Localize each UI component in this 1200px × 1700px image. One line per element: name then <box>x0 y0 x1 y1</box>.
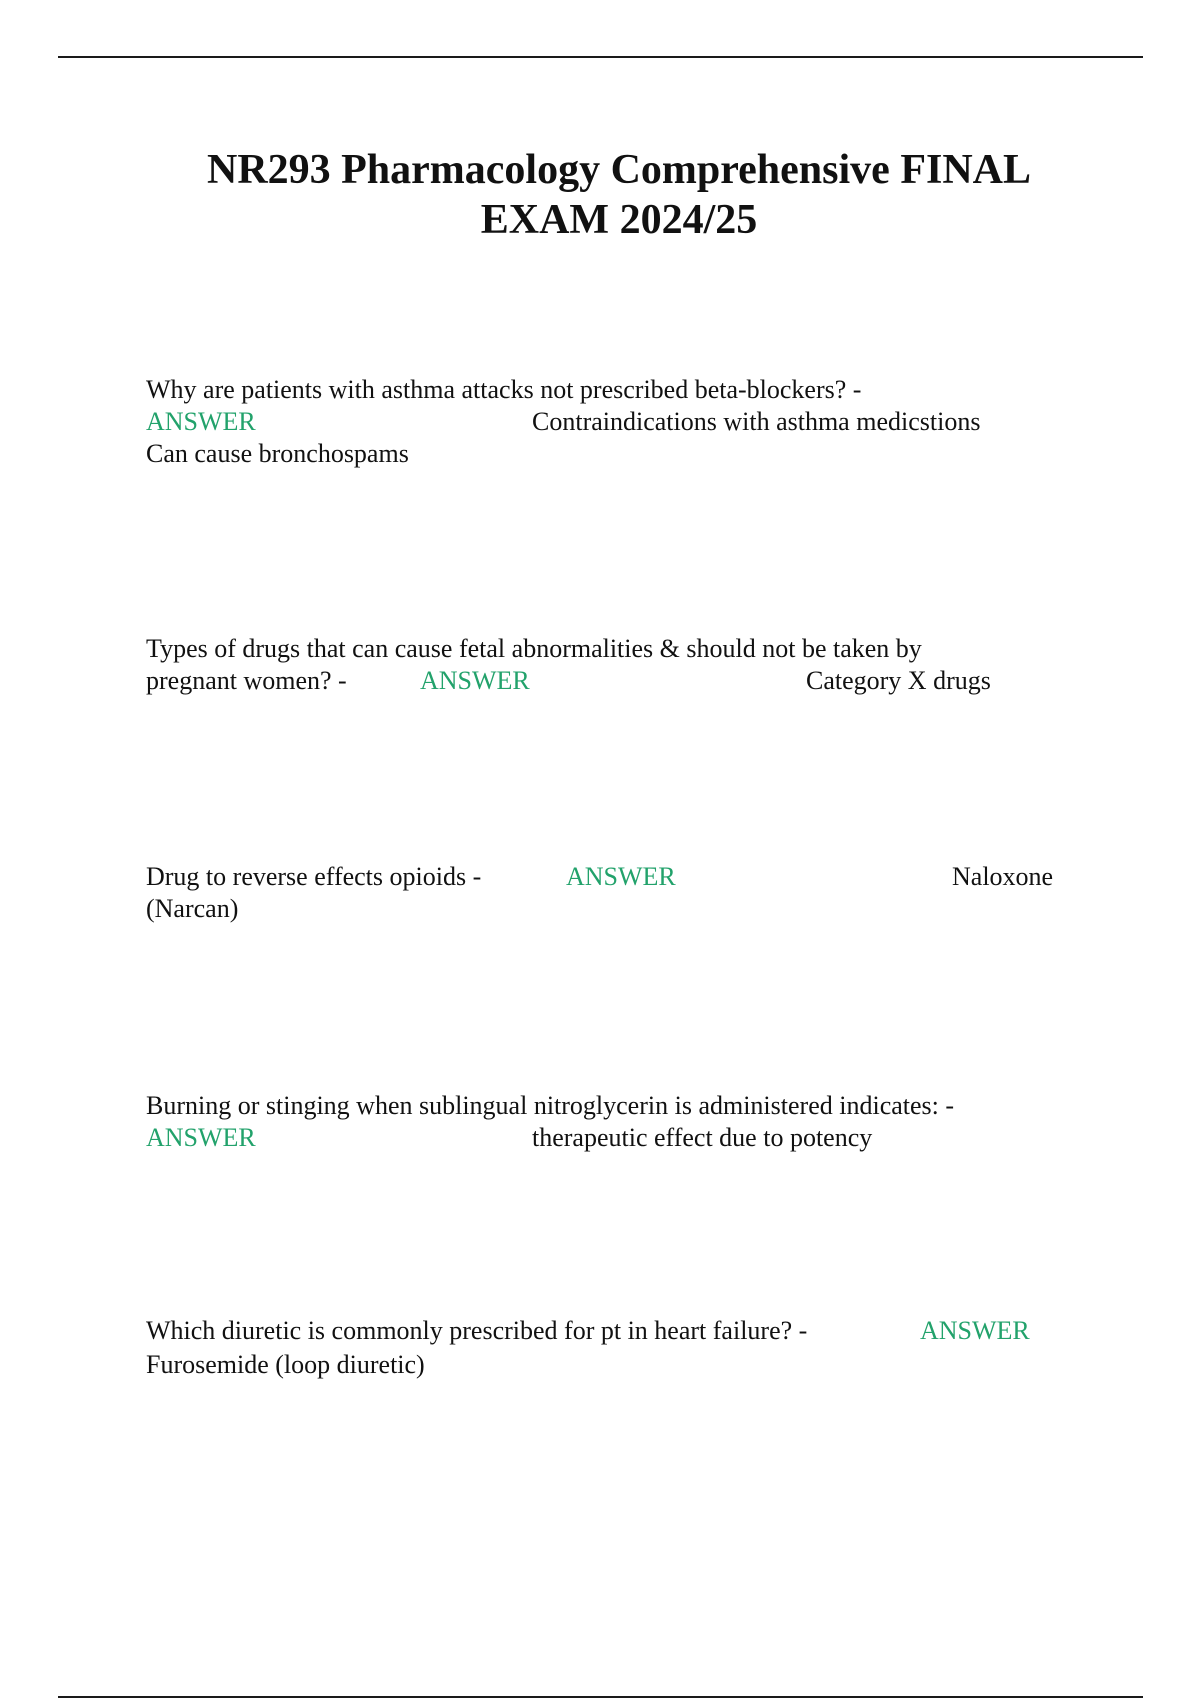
answer-text: Contraindications with asthma medicstions <box>532 407 981 436</box>
answer-text: Naloxone <box>952 862 1054 891</box>
answer-text: Category X drugs <box>806 666 991 695</box>
answer-tag: ANSWER <box>566 862 676 891</box>
answer-tag: ANSWER <box>920 1316 1030 1345</box>
title-line-2: EXAM 2024/25 <box>480 197 758 243</box>
answer-text: therapeutic effect due to potency <box>532 1123 873 1152</box>
top-rule <box>58 56 1143 58</box>
title-line-1: NR293 Pharmacology Comprehensive FINAL <box>206 147 1031 193</box>
bottom-rule <box>58 1696 1143 1698</box>
answer-text-continued: (Narcan) <box>146 894 239 923</box>
answer-tag: ANSWER <box>420 666 530 695</box>
answer-tag: ANSWER <box>146 1123 256 1152</box>
answer-tag: ANSWER <box>146 407 256 436</box>
question-text: Drug to reverse effects opioids - <box>146 862 482 891</box>
question-text-continued: pregnant women? - <box>146 666 347 695</box>
question-text: Types of drugs that can cause fetal abnormalities & should not be taken by <box>146 634 922 663</box>
answer-text: Furosemide (loop diuretic) <box>146 1350 425 1379</box>
document-title <box>60 145 1178 245</box>
question-text: Which diuretic is commonly prescribed for pt in heart failure? - <box>146 1316 808 1345</box>
answer-text-continued: Can cause bronchospams <box>146 439 409 468</box>
question-text: Burning or stinging when sublingual nitroglycerin is administered indicates: - <box>146 1091 955 1120</box>
question-text: Why are patients with asthma attacks not prescribed beta-blockers? - <box>146 375 862 404</box>
